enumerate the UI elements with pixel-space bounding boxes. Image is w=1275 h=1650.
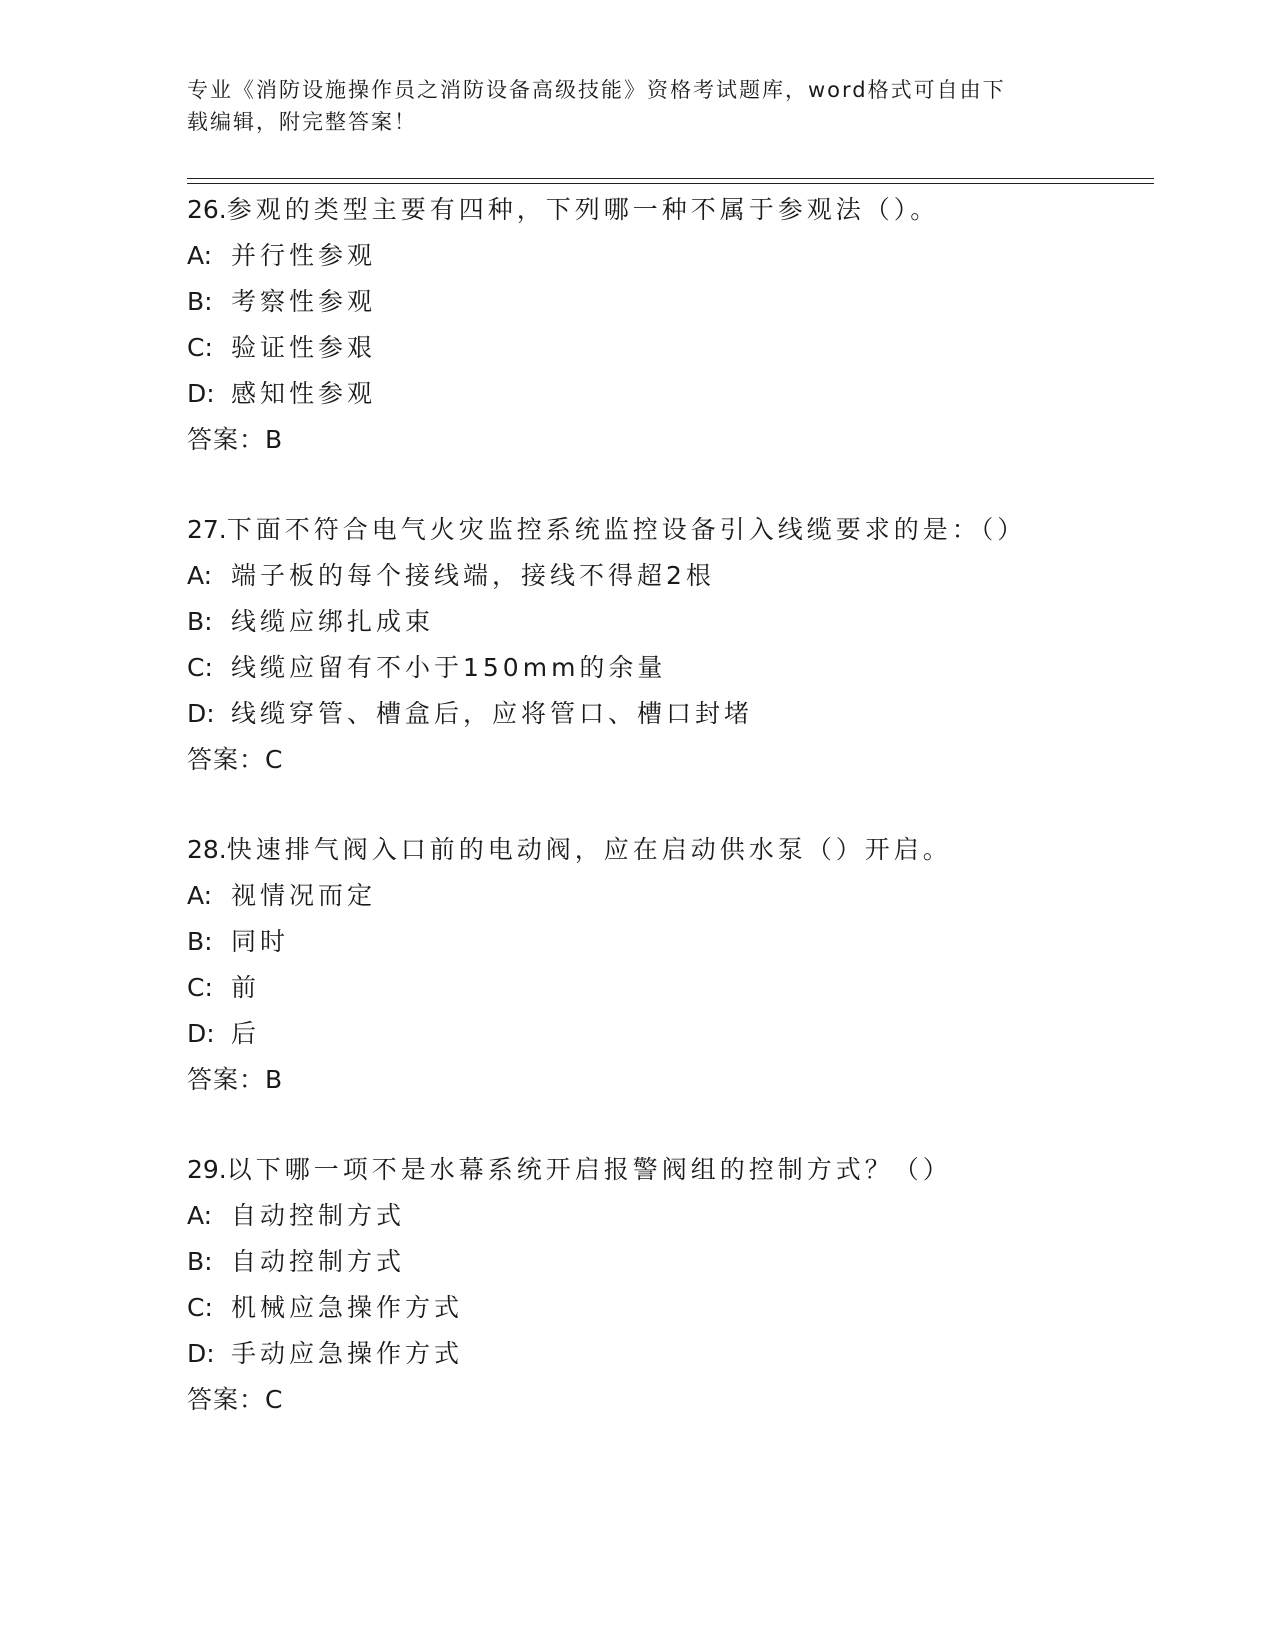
option-key: C: bbox=[187, 653, 213, 682]
option-key: D: bbox=[187, 1339, 215, 1368]
question-stem bbox=[187, 187, 1167, 233]
option-c bbox=[187, 965, 1167, 1011]
option-d bbox=[187, 1011, 1167, 1057]
question-text: 参观的类型主要有四种，下列哪一种不属于参观法（）。 bbox=[226, 195, 940, 224]
answer: 答案：C bbox=[187, 1385, 284, 1414]
option-text: 自动控制方式 bbox=[231, 1247, 406, 1276]
option-text: 考察性参观 bbox=[231, 287, 377, 316]
question-number: 27. bbox=[187, 515, 227, 544]
question-stem bbox=[187, 1147, 1167, 1193]
option-text: 后 bbox=[231, 1019, 261, 1048]
option-c bbox=[187, 645, 1167, 691]
option-a bbox=[187, 233, 1167, 279]
option-key: D: bbox=[187, 1019, 215, 1048]
question-text: 快速排气阀入口前的电动阀，应在启动供水泵（）开启。 bbox=[226, 835, 952, 864]
option-key: A: bbox=[187, 881, 213, 910]
option-b bbox=[187, 279, 1167, 325]
option-d bbox=[187, 691, 1167, 737]
option-b bbox=[187, 1239, 1167, 1285]
option-key: C: bbox=[187, 1293, 213, 1322]
option-text: 线缆应留有不小于150mm的余量 bbox=[231, 653, 667, 682]
answer: 答案：B bbox=[187, 1065, 284, 1094]
option-text: 感知性参观 bbox=[231, 379, 377, 408]
option-key: A: bbox=[187, 241, 213, 270]
header-divider-top bbox=[187, 178, 1154, 179]
answer: 答案：C bbox=[187, 745, 284, 774]
option-text: 线缆应绑扎成束 bbox=[231, 607, 435, 636]
option-c bbox=[187, 1285, 1167, 1331]
option-key: B: bbox=[187, 927, 213, 956]
question-number: 29. bbox=[187, 1155, 227, 1184]
question-stem bbox=[187, 827, 1167, 873]
question-text: 以下哪一项不是水幕系统开启报警阀组的控制方式？（） bbox=[226, 1155, 952, 1184]
question-text: 下面不符合电气火灾监控系统监控设备引入线缆要求的是：（） bbox=[226, 515, 1027, 544]
option-d bbox=[187, 1331, 1167, 1377]
question-29 bbox=[187, 1147, 1167, 1423]
option-key: C: bbox=[187, 333, 213, 362]
header-divider-bottom bbox=[187, 183, 1154, 184]
question-number: 28. bbox=[187, 835, 227, 864]
option-a bbox=[187, 553, 1167, 599]
option-key: A: bbox=[187, 1201, 213, 1230]
question-26 bbox=[187, 187, 1167, 463]
option-b bbox=[187, 919, 1167, 965]
option-key: B: bbox=[187, 607, 213, 636]
option-text: 自动控制方式 bbox=[231, 1201, 406, 1230]
option-key: D: bbox=[187, 379, 215, 408]
option-d bbox=[187, 371, 1167, 417]
option-key: C: bbox=[187, 973, 213, 1002]
option-text: 验证性参艰 bbox=[231, 333, 377, 362]
option-text: 并行性参观 bbox=[231, 241, 377, 270]
question-28 bbox=[187, 827, 1167, 1103]
option-c bbox=[187, 325, 1167, 371]
option-text: 视情况而定 bbox=[231, 881, 377, 910]
option-text: 线缆穿管、槽盒后，应将管口、槽口封堵 bbox=[231, 699, 754, 728]
option-key: B: bbox=[187, 287, 213, 316]
option-a bbox=[187, 873, 1167, 919]
answer: 答案：B bbox=[187, 425, 284, 454]
option-b bbox=[187, 599, 1167, 645]
option-key: B: bbox=[187, 1247, 213, 1276]
option-text: 端子板的每个接线端，接线不得超2根 bbox=[231, 561, 715, 590]
option-text: 同时 bbox=[231, 927, 290, 956]
option-a bbox=[187, 1193, 1167, 1239]
option-text: 手动应急操作方式 bbox=[231, 1339, 464, 1368]
question-27 bbox=[187, 507, 1167, 783]
question-number: 26. bbox=[187, 195, 227, 224]
question-stem bbox=[187, 507, 1167, 553]
option-text: 前 bbox=[231, 973, 261, 1002]
header-note-line-2: 载编辑，附完整答案！ bbox=[187, 110, 417, 134]
header-note bbox=[187, 74, 1067, 138]
option-key: D: bbox=[187, 699, 215, 728]
option-text: 机械应急操作方式 bbox=[231, 1293, 464, 1322]
header-note-line-1: 专业《消防设施操作员之消防设备高级技能》资格考试题库，word格式可自由下 bbox=[187, 78, 1006, 102]
option-key: A: bbox=[187, 561, 213, 590]
